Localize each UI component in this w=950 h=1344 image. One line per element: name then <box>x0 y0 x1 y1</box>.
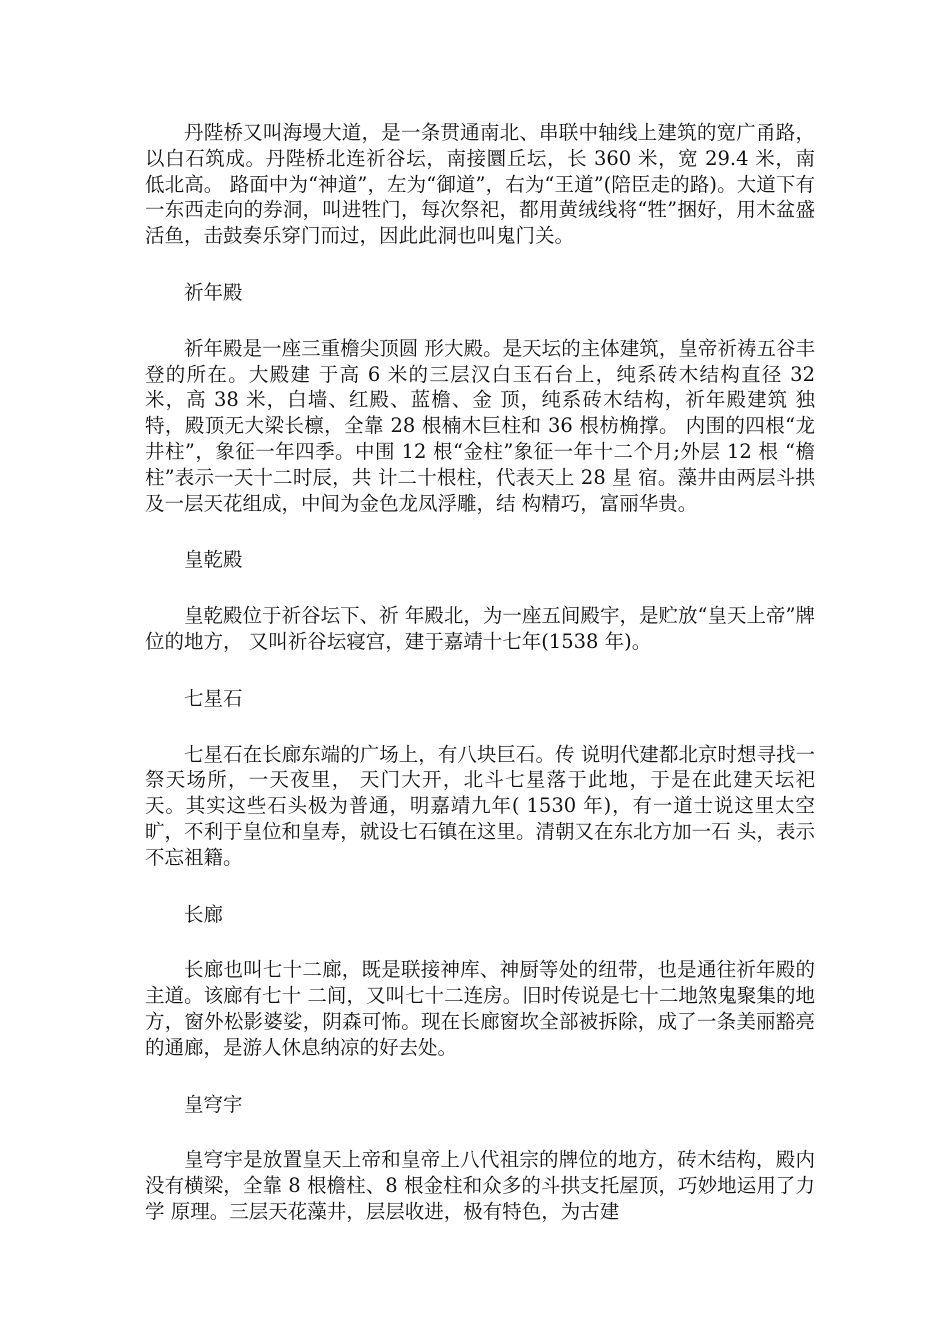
spacer <box>145 871 815 902</box>
changlang-heading: 长廊 <box>184 902 224 926</box>
huanggiandian-paragraph: 皇乾殿位于祈谷坛下、祈 年殿北，为一座五间殿宇，是贮放“皇天上帝”牌位的地方， 又叫祈谷坛寝宫，建于嘉靖十七年(1538 年)。 <box>145 604 815 653</box>
changlang-paragraph: 长廊也叫七十二廊，既是联接神库、神厨等处的纽带，也是通往祈年殿的主道。该廊有七十 二间，又叫七十二连房。旧时传说是七十二地煞鬼聚集的地方，窗外松影婆娑，阴森可怖。现在长廊窗坎全部被拆除，成了一条美丽豁亮的通廊，是游人休息纳凉的好去处。 <box>145 958 815 1059</box>
spacer <box>145 1117 815 1147</box>
spacer <box>145 655 815 686</box>
huanggiandian-heading: 皇乾殿 <box>184 548 243 572</box>
danbiqiao-paragraph: 丹陛桥又叫海墁大道，是一条贯通南北、串联中轴线上建筑的宽广甬路，以白石筑成。丹陛桥北连祈谷坛，南接圜丘坛，长 360 米，宽 29.4 米，南低北高。 路面中为“神道”，左为“御道”，右为“王道”(陪臣走的路)。大道下有一东西走向的券洞，叫进牲门，每次祭祀，都用黄绒线将“牲”捆好，用木盆盛活鱼，击鼓奏乐穿门而过，因此此洞也叫鬼门关。 <box>145 121 815 248</box>
document-body <box>145 120 815 1225</box>
qiniandian-heading: 祈年殿 <box>184 280 243 304</box>
qiniandian-paragraph: 祈年殿是一座三重檐尖顶圆 形大殿。是天坛的主体建筑，皇帝祈祷五谷丰登的所在。大殿建 于高 6 米的三层汉白玉石台上，纯系砖木结构直径 32 米，高 38 米，白墙、红殿、蓝檐、金 顶，纯系砖木结构，祈年殿建筑 独特，殿顶无大梁长檩，全靠 28 根楠木巨柱和 36 根枋桷撑。 内围的四根“龙井柱”，象征一年四季。中围 12 根“金柱”象征一年十二个月;外层 12 根 “檐柱”表示一天十二时辰，共 计二十根柱，代表天上 28 星 宿。藻井由两层斗拱及一层天花组成，中间为金色龙凤浮雕，结 构精巧，富丽华贵。 <box>145 336 815 515</box>
spacer <box>145 712 815 742</box>
spacer <box>145 516 815 547</box>
spacer <box>145 927 815 957</box>
spacer <box>145 1061 815 1092</box>
spacer <box>145 249 815 280</box>
qixingshi-heading: 七星石 <box>184 686 243 710</box>
spacer <box>145 573 815 603</box>
qixingshi-paragraph: 七星石在长廊东端的广场上，有八块巨石。传 说明代建都北京时想寻找一祭天场所，一天夜里， 天门大开，北斗七星落于此地，于是在此建天坛祀 天。其实这些石头极为普通，明嘉靖九年( 1530 年)，有一道士说这里太空旷，不利于皇位和皇寿，就设七石镇在这里。清朝又在东北方加一石 头，表示不忘祖籍。 <box>145 742 815 869</box>
huangqiongyu-heading: 皇穹宇 <box>184 1092 243 1116</box>
huangqiongyu-paragraph: 皇穹宇是放置皇天上帝和皇帝上八代祖宗的牌位的地方，砖木结构，殿内没有横梁，全靠 8 根檐柱、8 根金柱和众多的斗拱支托屋顶，巧妙地运用了力学 原理。三层天花藻井，层层收进，极有特色，为古建 <box>145 1148 815 1223</box>
spacer <box>145 306 815 336</box>
